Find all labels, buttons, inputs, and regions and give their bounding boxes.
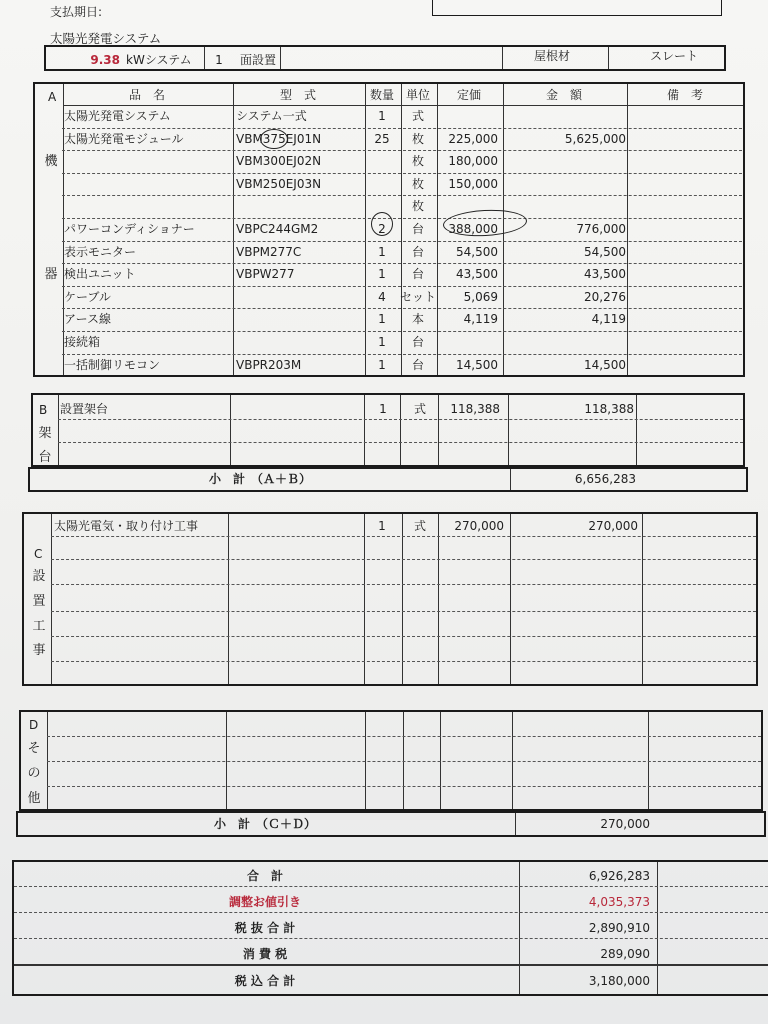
section-b-side-2: 台	[38, 450, 52, 465]
row-divider	[62, 150, 742, 151]
row-divider	[62, 128, 742, 129]
item-name: 接続箱	[64, 335, 101, 349]
subtotal-ab-label: 小 計 （Ａ＋Ｂ）	[208, 472, 311, 486]
column-amount: 金 額	[545, 88, 582, 102]
item-model: VBPW277	[236, 267, 295, 282]
item-model: システム一式	[236, 109, 307, 123]
row-divider	[62, 331, 742, 332]
item-name: パワーコンディショナー	[64, 222, 195, 236]
section-d-side-2: の	[27, 766, 41, 781]
item-qty: 1	[378, 519, 386, 533]
item-model: VBM300EJ02N	[236, 154, 322, 169]
column-unit: 単位	[405, 88, 430, 102]
row-divider	[62, 173, 742, 174]
tax-value: 289,090	[600, 947, 650, 961]
subtotal-ab-row	[28, 467, 748, 492]
item-unit: 台	[411, 267, 424, 282]
item-qty: 2	[378, 222, 386, 236]
item-amount: 20,276	[584, 289, 626, 304]
item-unit: 台	[411, 222, 424, 236]
item-price: 43,500	[456, 267, 498, 282]
model-highlight-circle	[260, 129, 288, 149]
item-price: 4,119	[463, 312, 498, 327]
section-c-side-2: 置	[32, 594, 46, 609]
section-a-side-1: 機	[44, 154, 58, 169]
pretax-total-label: 税 抜 合 計	[234, 921, 296, 935]
capacity-unit: kWシステム	[126, 53, 192, 67]
item-qty: 1	[378, 312, 386, 327]
section-c-table	[22, 512, 758, 686]
row-divider	[62, 263, 742, 264]
grand-total-label: 税 込 合 計	[234, 974, 296, 988]
item-amount: 4,119	[591, 312, 626, 327]
item-qty: 25	[374, 131, 390, 146]
item-model: VBM375EJ01N	[236, 131, 322, 146]
section-c-side-1: 設	[32, 569, 46, 584]
item-model: VBPC244GM2	[236, 222, 319, 236]
item-amount: 43,500	[584, 267, 626, 282]
item-name: 一括制御リモコン	[64, 357, 161, 372]
item-unit: 枚	[411, 199, 424, 214]
discount-label: 調整お値引き	[228, 895, 301, 909]
item-amount: 270,000	[588, 519, 638, 533]
subtotal-cd-label: 小 計 （Ｃ＋Ｄ）	[213, 817, 316, 831]
item-name: 太陽光発電モジュール	[64, 131, 184, 146]
section-d-side-3: 他	[27, 791, 41, 806]
section-b-label: B	[39, 403, 48, 417]
subtotal-cd-row	[16, 811, 766, 837]
total-label: 合 計	[246, 869, 283, 883]
item-qty: 1	[378, 244, 386, 259]
section-a-side-2: 器	[44, 267, 58, 282]
item-price: 5,069	[463, 289, 498, 304]
section-a-label: A	[48, 90, 57, 104]
total-value: 6,926,283	[588, 869, 650, 883]
item-amount: 54,500	[584, 244, 626, 259]
row-divider	[62, 241, 742, 242]
row-divider	[62, 286, 742, 287]
item-price: 180,000	[448, 154, 498, 169]
payment-date-label: 支払期日:	[50, 5, 103, 19]
item-unit: 枚	[411, 154, 424, 169]
section-b-side-1: 架	[38, 426, 52, 441]
section-d-label: D	[29, 718, 39, 732]
item-unit: 式	[411, 109, 424, 123]
section-c-side-4: 事	[32, 643, 46, 658]
item-qty: 1	[378, 267, 386, 282]
column-note: 備 考	[666, 88, 703, 102]
item-price: 270,000	[454, 519, 504, 533]
item-price: 14,500	[456, 357, 498, 372]
item-unit: 式	[413, 402, 426, 416]
column-name: 品 名	[128, 88, 165, 102]
item-qty: 1	[378, 335, 386, 349]
item-price: 225,000	[448, 131, 498, 146]
item-amount: 5,625,000	[564, 131, 626, 146]
column-qty: 数量	[369, 88, 394, 102]
item-amount: 776,000	[576, 222, 626, 236]
item-name: 検出ユニット	[64, 267, 136, 282]
item-unit: 式	[413, 519, 426, 533]
pretax-total-value: 2,890,910	[588, 921, 650, 935]
item-price: 388,000	[448, 222, 498, 236]
roof-value: スレート	[649, 49, 698, 63]
section-c-label: C	[34, 547, 43, 561]
item-model: VBPR203M	[236, 357, 302, 372]
item-unit: 台	[411, 357, 424, 372]
item-name: アース線	[64, 312, 112, 327]
item-unit: セット	[400, 289, 437, 304]
section-d-side-1: そ	[27, 741, 41, 756]
item-qty: 1	[378, 109, 386, 123]
tax-label: 消 費 税	[242, 947, 288, 961]
item-model: VBPM277C	[236, 244, 302, 259]
discount-value: 4,035,373	[588, 895, 650, 909]
surface-label: 面設置	[240, 53, 277, 67]
section-d-table	[19, 710, 763, 811]
item-price: 54,500	[456, 244, 498, 259]
row-divider	[62, 308, 742, 309]
item-name: ケーブル	[64, 289, 111, 304]
subtotal-cd-value: 270,000	[600, 817, 650, 831]
item-unit: 台	[411, 335, 424, 349]
system-title: 太陽光発電システム	[50, 31, 162, 46]
capacity-value: 9.38	[90, 53, 120, 67]
roof-label: 屋根材	[533, 49, 570, 63]
item-unit: 枚	[411, 131, 424, 146]
item-qty: 4	[378, 289, 386, 304]
item-name: 表示モニター	[64, 244, 137, 259]
item-amount: 14,500	[584, 357, 626, 372]
surface-count: 1	[215, 53, 223, 67]
payment-date-box	[432, 0, 722, 16]
item-qty: 1	[379, 402, 387, 416]
item-unit: 枚	[411, 176, 424, 191]
item-name: 太陽光電気・取り付け工事	[54, 519, 199, 533]
item-unit: 本	[411, 312, 424, 327]
grand-total-value: 3,180,000	[588, 974, 650, 988]
row-divider	[62, 354, 742, 355]
item-amount: 118,388	[584, 402, 634, 416]
column-model: 型 式	[279, 88, 316, 102]
row-divider	[62, 218, 742, 219]
qty-highlight-circle	[371, 212, 393, 236]
item-name: 設置架台	[60, 402, 109, 416]
totals-table	[12, 860, 768, 996]
row-divider	[62, 195, 742, 196]
item-price: 150,000	[448, 176, 498, 191]
item-name: 太陽光発電システム	[64, 109, 171, 123]
section-c-side-3: 工	[32, 619, 46, 634]
item-qty: 1	[378, 357, 386, 372]
item-price: 118,388	[450, 402, 500, 416]
item-unit: 台	[411, 244, 424, 259]
item-model: VBM250EJ03N	[236, 176, 322, 191]
column-price: 定価	[456, 88, 481, 102]
subtotal-ab-value: 6,656,283	[574, 472, 636, 486]
